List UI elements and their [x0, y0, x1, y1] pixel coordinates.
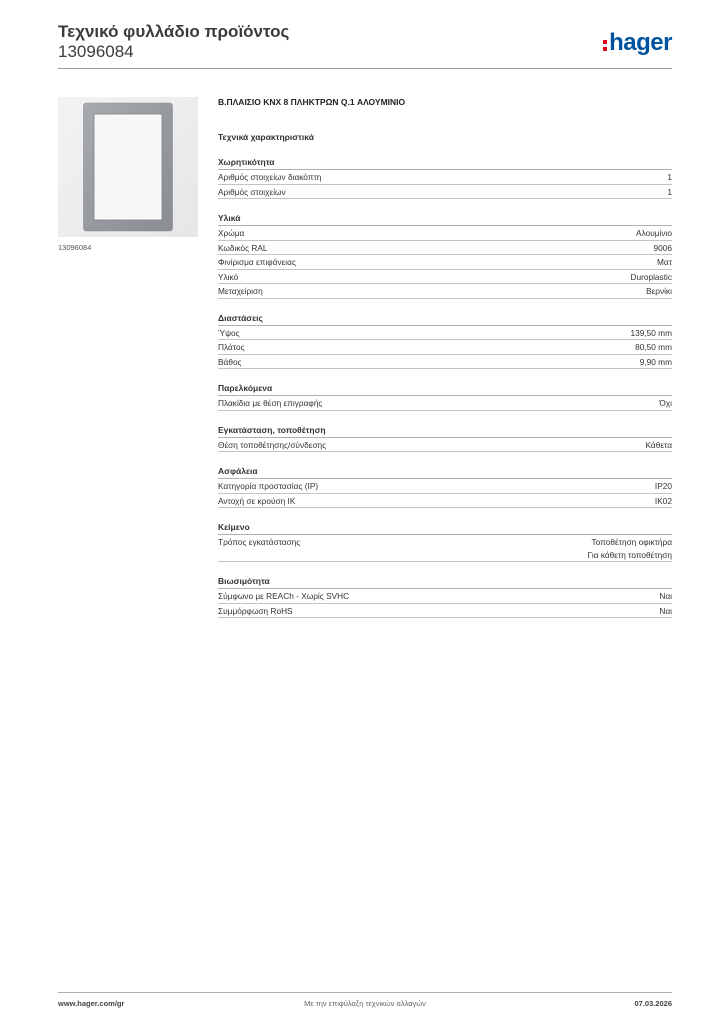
footer-date: 07.03.2026 — [634, 999, 672, 1008]
header-divider — [58, 68, 672, 69]
spec-label: Αντοχή σε κρούση IK — [218, 495, 296, 506]
product-name: Β.ΠΛΑΙΣΙΟ KNX 8 ΠΛΗΚΤΡΩΝ Q.1 ΑΛΟΥΜΙΝΙΟ — [218, 97, 406, 107]
logo-text: hager — [609, 29, 672, 56]
image-caption: 13096084 — [58, 243, 92, 252]
spec-group — [218, 466, 672, 508]
spec-group — [218, 383, 672, 411]
logo-dots-icon — [603, 40, 607, 51]
spec-row — [218, 170, 672, 185]
spec-row — [218, 396, 672, 411]
spec-group-title: Διαστάσεις — [218, 313, 672, 326]
spec-label: Υλικό — [218, 271, 239, 282]
spec-label: Αριθμός στοιχείων διακόπτη — [218, 172, 322, 182]
spec-group-title: Χωρητικότητα — [218, 157, 672, 170]
spec-label: Αριθμός στοιχείων — [218, 186, 286, 197]
spec-label: Σύμφωνο με REACh - Χωρίς SVHC — [218, 591, 350, 601]
spec-row — [218, 185, 672, 200]
spec-label: Συμμόρφωση RoHS — [218, 605, 293, 616]
spec-value: Ναι — [659, 605, 672, 616]
spec-row — [218, 226, 672, 241]
spec-row — [218, 589, 672, 604]
spec-group — [218, 576, 672, 618]
spec-group-title: Εγκατάσταση, τοποθέτηση — [218, 425, 672, 438]
spec-label: Βάθος — [218, 356, 242, 367]
spec-group — [218, 313, 672, 370]
spec-value: Βερνίκι — [646, 286, 672, 296]
spec-value: Τοποθέτηση οφικτήρα Για κάθετη τοποθέτηση — [587, 537, 672, 560]
spec-label: Τρόπος εγκατάστασης — [218, 537, 301, 547]
spec-group-title: Υλικά — [218, 213, 672, 226]
spec-label: Κατηγορία προστασίας (IP) — [218, 481, 319, 491]
spec-label: Πλάτος — [218, 342, 245, 352]
page-footer — [58, 999, 672, 1011]
spec-row — [218, 340, 672, 355]
spec-value: 1 — [667, 186, 672, 197]
spec-value: Duroplastic — [630, 271, 672, 282]
spec-group — [218, 425, 672, 453]
spec-value: 9,90 mm — [639, 356, 672, 367]
spec-group-title: Βιωσιμότητα — [218, 576, 672, 589]
spec-row — [218, 604, 672, 619]
spec-label: Θέση τοποθέτησης/σύνδεσης — [218, 439, 327, 450]
spec-group-title: Παρελκόμενα — [218, 383, 672, 396]
spec-row — [218, 494, 672, 509]
spec-row — [218, 284, 672, 299]
spec-value: Αλουμίνιο — [636, 228, 672, 238]
spec-row — [218, 479, 672, 494]
spec-row — [218, 241, 672, 256]
spec-row — [218, 255, 672, 270]
spec-row — [218, 438, 672, 453]
document-code: 13096084 — [58, 42, 134, 61]
spec-value: 80,50 mm — [635, 342, 672, 352]
spec-label: Κωδικός RAL — [218, 242, 268, 253]
spec-label: Μεταχείριση — [218, 286, 263, 296]
spec-group-title: Ασφάλεια — [218, 466, 672, 479]
footer-note: Με την επιφύλαξη τεχνικών αλλαγών — [304, 999, 426, 1008]
section-heading: Τεχνικά χαρακτηριστικά — [218, 132, 314, 142]
spec-value: Όχι — [659, 398, 672, 408]
spec-row — [218, 270, 672, 285]
spec-value: 9006 — [653, 242, 672, 253]
spec-value: 1 — [667, 172, 672, 182]
spec-group-title: Κείμενο — [218, 522, 672, 535]
footer-url[interactable]: www.hager.com/gr — [58, 999, 125, 1008]
spec-row — [218, 535, 672, 562]
page-header — [58, 22, 672, 70]
spec-groups — [218, 157, 672, 618]
spec-label: Πλακίδια με θέση επιγραφής — [218, 398, 323, 408]
spec-group — [218, 157, 672, 199]
spec-group — [218, 213, 672, 299]
hager-logo — [603, 28, 672, 58]
spec-value: IP20 — [654, 481, 672, 491]
footer-divider — [58, 992, 672, 993]
spec-label: Χρώμα — [218, 228, 245, 238]
spec-value: 139,50 mm — [630, 327, 672, 338]
spec-value: IK02 — [654, 495, 672, 506]
spec-group — [218, 522, 672, 562]
spec-label: Ύψος — [218, 327, 240, 338]
spec-value: Κάθετα — [645, 439, 672, 450]
spec-row — [218, 326, 672, 341]
spec-label: Φινίρισμα επιφάνειας — [218, 257, 296, 267]
document-title: Τεχνικό φυλλάδιο προϊόντος — [58, 22, 290, 41]
spec-content — [218, 96, 672, 618]
spec-value: Ματ — [657, 257, 672, 267]
spec-value: Ναι — [659, 591, 672, 601]
product-image — [58, 97, 198, 237]
spec-row — [218, 355, 672, 370]
